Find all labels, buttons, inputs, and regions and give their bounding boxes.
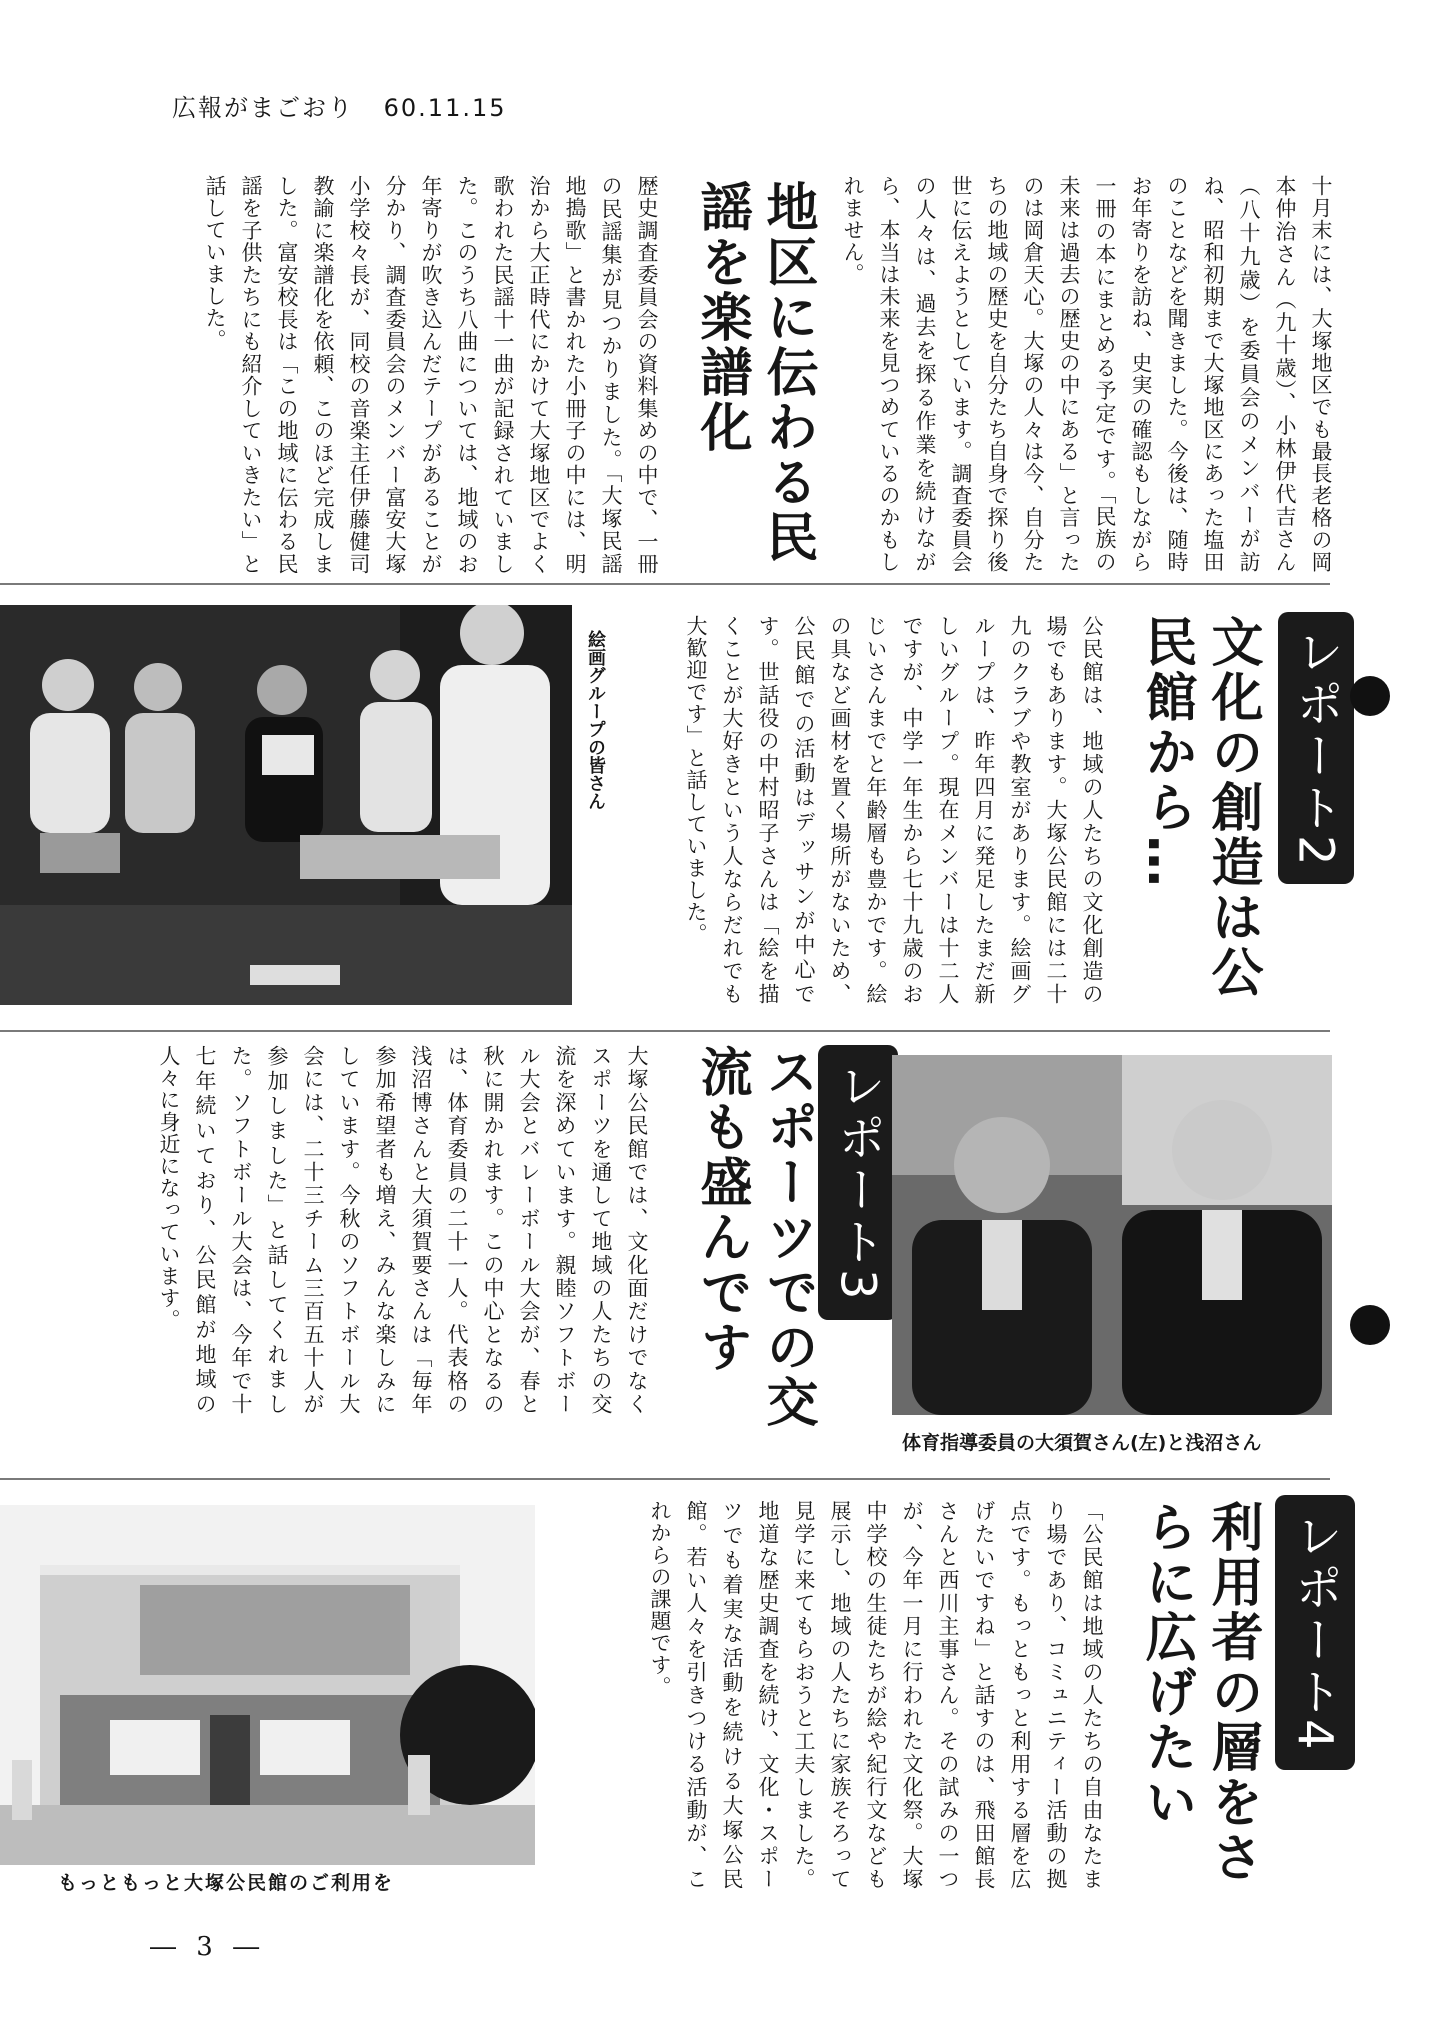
publication-name: 広報がまごおり [172,94,354,122]
issue-date: 60.11.15 [383,94,507,122]
sports-committee-photo [892,1055,1332,1415]
report4-headline: 利用者の層をさらに広げたい [1136,1500,1262,1885]
painting-group-photo [0,605,572,1005]
bullet-dot-icon [1350,676,1390,716]
report3-body: 大塚公民館では、文化面だけでなくスポーツを通して地域の人たちの交流を深めています。親睦ソフトボール大会とバレーボール大会が、春と秋に開かれます。この中心となるのは、体育委員の二十一人。代表格の浅沼博さんと大須賀要さんは「毎年参加希望者も増え、みんな楽しみにしています。今秋のソフトボール大会には、二十三チーム三百五十人が参加しました」と話してくれました。ソフトボール大会は、今年で十七年続いており、公民館が地域の人々に身近になっています。 [157,1045,649,1415]
report4-body: 「公民館は地域の人たちの自由なたまり場であり、コミュニティー活動の拠点です。もっともっと利用する層を広げたいですね」と話すのは、飛田館長さんと西川主事さん。その試みの一つが、今年一月に行われた文化祭。大塚中学校の生徒たちが絵や紀行文なども展示し、地域の人たちに家族そろって見学に来てもらおうと工夫しました。地道な歴史調査を続け、文化・スポーツでも着実な活動を続ける大塚公民館。若い人々を引きつける活動が、これからの課題です。 [648,1500,1104,1890]
bullet-dot-icon [1350,1305,1390,1345]
article1-body-column: 歴史調査委員会の資料集めの中で、一冊の民謡集が見つかりました。「大塚民謡地搗歌」と書かれた小冊子の中には、明治から大正時代にかけて大塚地区でよく歌われた民謡十一曲が記録されていました。このうち八曲については、地域のお年寄りが吹き込んだテープがあることが分かり、調査委員会のメンバー富安大塚小学校々長が、同校の音楽主任伊藤健司教諭に楽譜化を依頼、このほど完成しました。富安校長は「この地域に伝わる民謡を子供たちにも紹介していきたい」と話していました。 [203,175,659,575]
article1-headline: 地区に伝わる民謡を楽譜化 [691,180,817,565]
report2-headline: 文化の創造は公民館から… [1136,615,1262,1000]
page-header [172,88,507,123]
community-center-building-photo [0,1505,535,1865]
report4-tab: レポート4 [1275,1495,1355,1770]
article1-top-column: 十月末には、大塚地区でも最長老格の岡本仲治さん（九十歳）、小林伊代吉さん（八十九歳）を委員会のメンバーが訪ね、昭和初期まで大塚地区にあった塩田のことなどを聞きました。今後は、随時お年寄りを訪ね、史実の確認もしながら一冊の本にまとめる予定です。「民族の未来は過去の歴史の中にある」と言ったのは岡倉天心。大塚の人々は今、自分たちの地域の歴史を自分たち自身で探り後世に伝えようとしています。調査委員会の人々は、過去を探る作業を続けながら、本当は未来を見つめているのかもしれません。 [841,175,1333,573]
report3-tab: レポート3 [818,1045,898,1320]
page-number: ― 3 ― [150,1932,266,1962]
report3-caption: 体育指導委員の大須賀さん(左)と浅沼さん [902,1432,1262,1454]
report2-caption: 絵画グループの皆さん [585,630,606,810]
section-divider-1 [0,583,1330,585]
section-divider-2 [0,1030,1330,1032]
report2-tab: レポート2 [1278,612,1354,884]
section-divider-3 [0,1478,1330,1480]
report4-caption: もっともっと大塚公民館のご利用を [58,1872,395,1894]
report2-body: 公民館は、地域の人たちの文化創造の場でもあります。大塚公民館には二十九のクラブや教室があります。絵画グループは、昨年四月に発足したまだ新しいグループ。現在メンバーは十二人ですが、中学一年生から七十九歳のおじいさんまでと年齢層も豊かです。絵の具など画材を置く場所がないため、公民館での活動はデッサンが中心です。世話役の中村昭子さんは「絵を描くことが大好きという人ならだれでも大歓迎です」と話していました。 [684,615,1104,1005]
report3-headline: スポーツでの交流も盛んです [691,1045,817,1430]
